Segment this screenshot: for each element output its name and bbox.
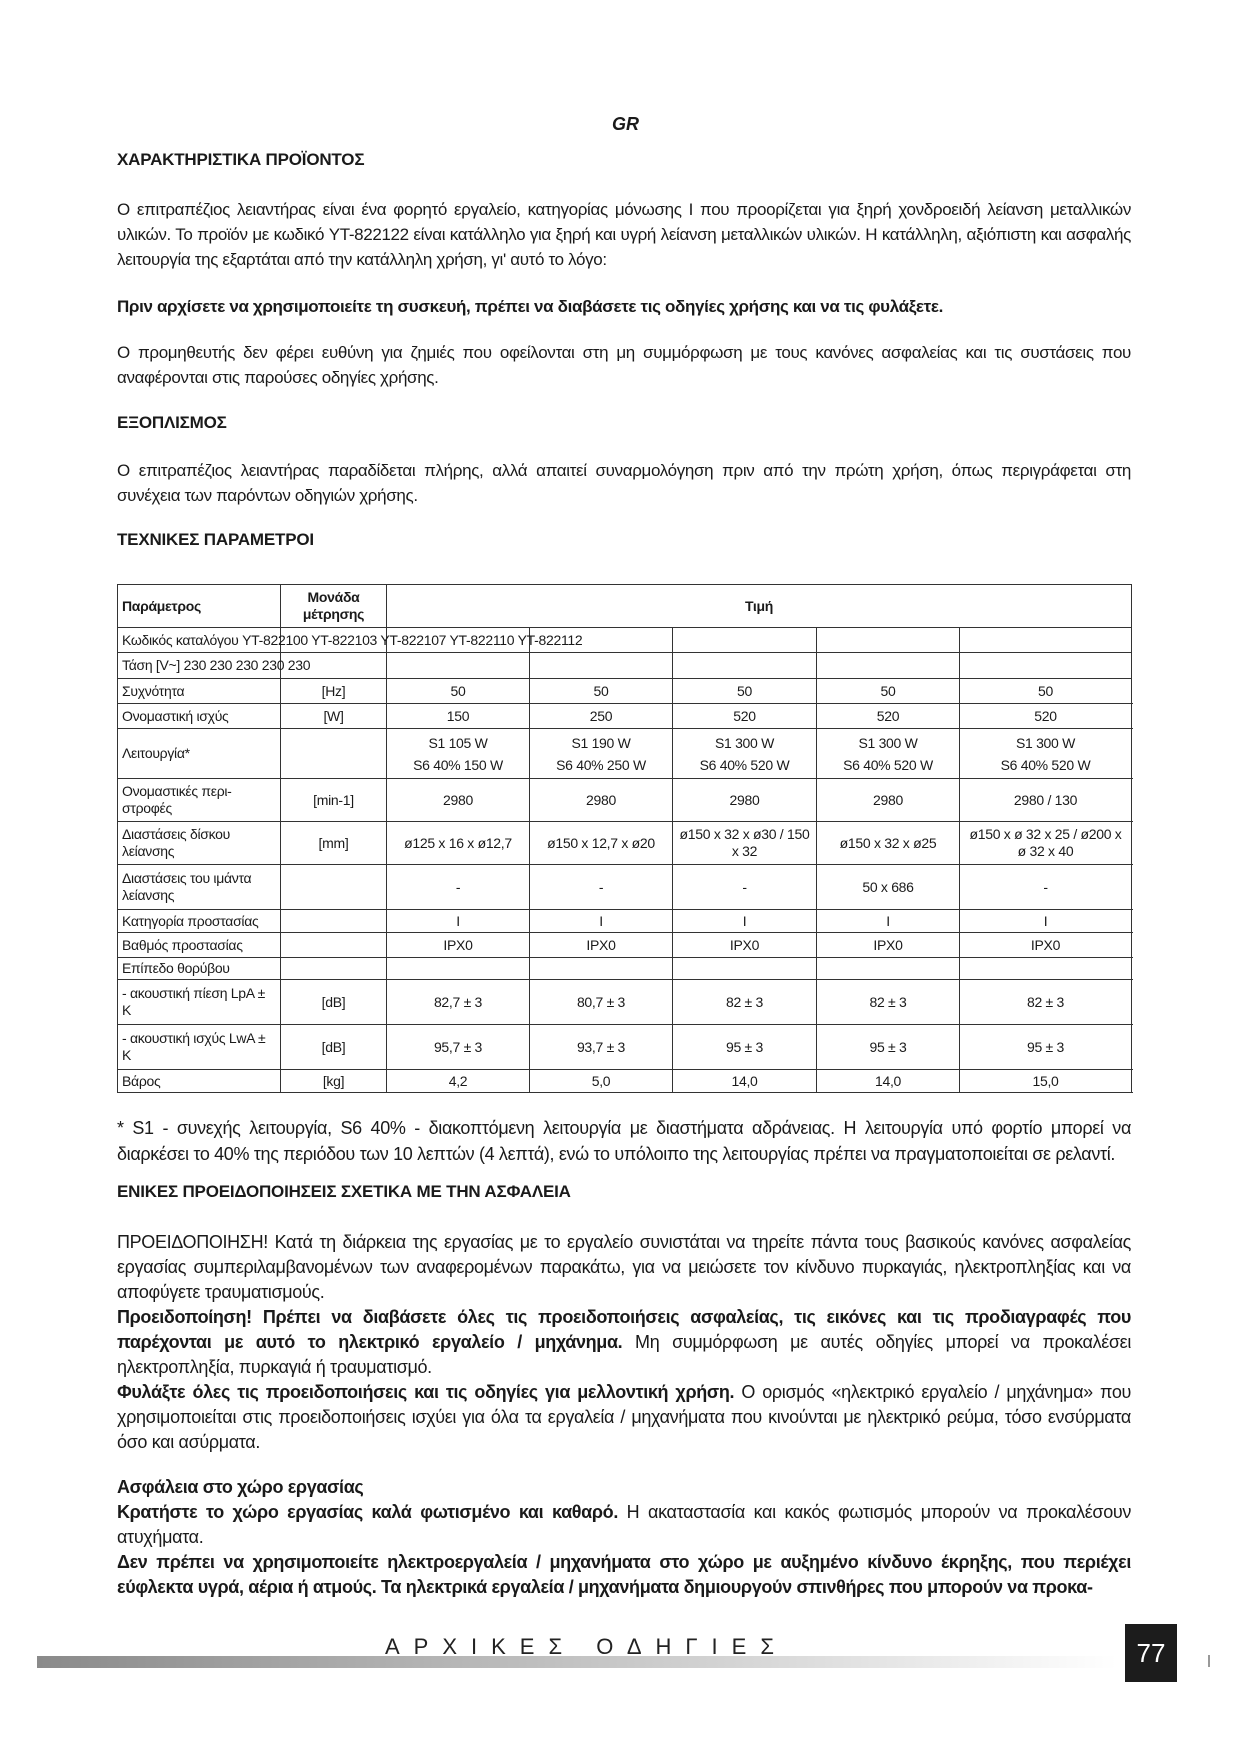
value-cell: 2980 bbox=[387, 779, 530, 822]
value-cell bbox=[387, 958, 530, 980]
catalog-row-text: Κωδικός καταλόγου YT-822100 YT-822103 YT-822107 YT-822110 YT-822112 bbox=[118, 628, 281, 653]
param-cell: Βαθμός προστασίας bbox=[118, 933, 281, 958]
value-cell: ø150 x 32 x ø30 / 150 x 32 bbox=[673, 822, 817, 865]
unit-cell bbox=[281, 729, 387, 779]
param-cell: - ακουστική πίεση LpA ± K bbox=[118, 980, 281, 1025]
value-cell: 82 ± 3 bbox=[960, 980, 1132, 1025]
value-line: S6 40% 520 W bbox=[1000, 756, 1091, 773]
text: Η ακαταστασία και κακός φωτισμός μπορούν να προκαλέσουν ατυχήματα. bbox=[117, 1502, 1131, 1547]
table-row bbox=[118, 980, 1132, 1025]
param-cell: Βάρος bbox=[118, 1070, 281, 1093]
table-row bbox=[118, 1025, 1132, 1070]
table-row bbox=[118, 933, 1132, 958]
value-cell: - bbox=[530, 865, 673, 910]
heading-technical: ΤΕΧΝΙΚΕΣ ΠΑΡΑΜΕΤΡΟΙ bbox=[117, 530, 314, 549]
param-cell: Διαστάσεις του ιμάντα λείανσης bbox=[118, 865, 281, 910]
value-cell: ø150 x 12,7 x ø20 bbox=[530, 822, 673, 865]
value-cell: 520 bbox=[673, 704, 817, 729]
paragraph bbox=[117, 1500, 1131, 1550]
voltage-row-text: Τάση [V~] 230 230 230 230 230 bbox=[118, 653, 281, 679]
value-cell bbox=[960, 958, 1132, 980]
value-cell: 150 bbox=[387, 704, 530, 729]
value-cell: ø150 x 32 x ø25 bbox=[817, 822, 960, 865]
language-code: GR bbox=[612, 114, 639, 134]
value-cell bbox=[960, 729, 1132, 779]
param-cell: Ονομαστικές περι-στροφές bbox=[118, 779, 281, 822]
value-cell: 2980 bbox=[530, 779, 673, 822]
table-row bbox=[118, 779, 1132, 822]
value-cell: 2980 / 130 bbox=[960, 779, 1132, 822]
value-cell bbox=[817, 729, 960, 779]
value-cell: 14,0 bbox=[673, 1070, 817, 1093]
value-cell bbox=[387, 729, 530, 779]
bold-text: Κρατήστε το χώρο εργασίας καλά φωτισμένο και καθαρό. bbox=[117, 1502, 618, 1522]
value-line: S6 40% 520 W bbox=[843, 756, 933, 773]
value-cell: - bbox=[387, 865, 530, 910]
paragraph bbox=[117, 1380, 1131, 1455]
value-cell: I bbox=[960, 910, 1132, 933]
value-cell: 95,7 ± 3 bbox=[387, 1025, 530, 1070]
value-cell: 82 ± 3 bbox=[817, 980, 960, 1025]
value-line: S1 105 W bbox=[428, 734, 488, 751]
value-cell bbox=[530, 958, 673, 980]
value-cell bbox=[817, 958, 960, 980]
page-number: 77 bbox=[1125, 1624, 1177, 1682]
unit-cell bbox=[281, 958, 387, 980]
param-cell: - ακουστική ισχύς LwA ± K bbox=[118, 1025, 281, 1070]
sub-heading: Ασφάλεια στο χώρο εργασίας bbox=[117, 1477, 364, 1497]
value-cell: IPX0 bbox=[530, 933, 673, 958]
value-cell: 93,7 ± 3 bbox=[530, 1025, 673, 1070]
value-cell: I bbox=[387, 910, 530, 933]
value-cell: 2980 bbox=[673, 779, 817, 822]
value-line: S1 190 W bbox=[571, 734, 631, 751]
footnote: * S1 - συνεχής λειτουργία, S6 40% - διακοπτόμενη λειτουργία με διαστήματα αδράνειας. Η λειτουργία υπό φορτίο μπορεί να διαρκέσει το 40% της περιόδου των 10 λεπτών (4 λεπτά), ενώ το υπόλοιπο της λειτουργίας πρέπει να πραγματοποιείται σε ρελαντί. bbox=[117, 1118, 1131, 1164]
value-cell: I bbox=[673, 910, 817, 933]
value-cell: 50 bbox=[960, 679, 1132, 704]
value-cell: ø125 x 16 x ø12,7 bbox=[387, 822, 530, 865]
value-line: S1 300 W bbox=[1015, 734, 1076, 751]
table-row bbox=[118, 679, 1132, 704]
value-cell: 80,7 ± 3 bbox=[530, 980, 673, 1025]
equipment-text: Ο επιτραπέζιος λειαντήρας παραδίδεται πλήρης, αλλά απαιτεί συναρμολόγηση πριν από την πρώτη χρήση, όπως περιγράφεται στη συνέχεια των παρόντων οδηγιών χρήσης. bbox=[117, 461, 1131, 505]
value-cell: 15,0 bbox=[960, 1070, 1132, 1093]
footer-title: ΑΡΧΙΚΕΣ ΟΔΗΓΙΕΣ bbox=[385, 1634, 788, 1659]
value-cell: 520 bbox=[817, 704, 960, 729]
edge-mark bbox=[1208, 1655, 1210, 1667]
value-cell bbox=[673, 729, 817, 779]
param-cell: Λειτουργία* bbox=[118, 729, 281, 779]
value-cell: 50 x 686 bbox=[817, 865, 960, 910]
value-cell: 250 bbox=[530, 704, 673, 729]
table-row bbox=[118, 822, 1132, 865]
unit-cell: [Hz] bbox=[281, 679, 387, 704]
value-cell: 82 ± 3 bbox=[673, 980, 817, 1025]
value-cell: 520 bbox=[960, 704, 1132, 729]
bold-text: Φυλάξτε όλες τις προειδοποιήσεις και τις οδηγίες για μελλοντική χρήση. bbox=[117, 1382, 735, 1402]
unit-cell: [dB] bbox=[281, 980, 387, 1025]
value-cell: IPX0 bbox=[960, 933, 1132, 958]
unit-cell: [kg] bbox=[281, 1070, 387, 1093]
header-value: Τιμή bbox=[387, 585, 1132, 628]
value-cell: ø150 x ø 32 x 25 / ø200 x ø 32 x 40 bbox=[960, 822, 1132, 865]
text: Ο ορισμός «ηλεκτρικό εργαλείο / μηχάνημα» που χρησιμοποιείται στις προειδοποιήσεις ισχύει για όλα τα εργαλεία / μηχανήματα που κινούνται με ηλεκτρικό ρεύμα, τόσο ενσύρματα όσο και ασύρματα. bbox=[117, 1382, 1131, 1452]
value-cell: 2980 bbox=[817, 779, 960, 822]
value-cell: I bbox=[817, 910, 960, 933]
value-line: S6 40% 520 W bbox=[699, 756, 790, 773]
value-cell: IPX0 bbox=[673, 933, 817, 958]
value-cell bbox=[673, 958, 817, 980]
heading-equipment: ΕΞΟΠΛΙΣΜΟΣ bbox=[117, 413, 227, 432]
value-cell: I bbox=[530, 910, 673, 933]
value-cell: IPX0 bbox=[817, 933, 960, 958]
unit-cell: [W] bbox=[281, 704, 387, 729]
bold-text: Προειδοποίηση! Πρέπει να διαβάσετε όλες τις προειδοποιήσεις ασφαλείας, τις εικόνες και τις προδιαγραφές που παρέχονται με αυτό το ηλεκτρικό εργαλείο / μηχάνημα. bbox=[117, 1307, 1131, 1352]
unit-cell: [dB] bbox=[281, 1025, 387, 1070]
value-cell: 82,7 ± 3 bbox=[387, 980, 530, 1025]
paragraph: Ο επιτραπέζιος λειαντήρας είναι ένα φορητό εργαλείο, κατηγορίας μόνωσης I που προορίζεται για ξηρή χονδροειδή λείανση μεταλλικών υλικών. Το προϊόν με κωδικό YT-822122 είναι κατάλληλο για ξηρή και υγρή λείανση μεταλλικών υλικών. Η κατάλληλη, αξιόπιστη και ασφαλής λειτουργία της εξαρτάται από την κατάλληλη χρήση, γι' αυτό το λόγο: bbox=[117, 200, 1131, 269]
value-cell: 50 bbox=[530, 679, 673, 704]
paragraph-bold: Δεν πρέπει να χρησιμοποιείτε ηλεκτροεργαλεία / μηχανήματα στο χώρο με αυξημένο κίνδυνο έκρηξης, που περιέχει εύφλεκτα υγρά, αέρια ή ατμούς. Τα ηλεκτρικά εργαλεία / μηχανήματα δημιουργούν σπινθήρες που μπορούν να προκα- bbox=[117, 1552, 1131, 1597]
table-row bbox=[118, 729, 1132, 779]
value-cell: - bbox=[960, 865, 1132, 910]
table-row bbox=[118, 1070, 1132, 1093]
value-line: S1 300 W bbox=[714, 734, 775, 751]
value-cell: 95 ± 3 bbox=[817, 1025, 960, 1070]
value-cell: 14,0 bbox=[817, 1070, 960, 1093]
value-cell: 50 bbox=[817, 679, 960, 704]
header-unit: Μονάδα μέτρησης bbox=[281, 585, 387, 628]
product-features-text bbox=[117, 197, 1131, 390]
param-cell: Διαστάσεις δίσκου λείανσης bbox=[118, 822, 281, 865]
param-cell: Κατηγορία προστασίας bbox=[118, 910, 281, 933]
value-cell: 50 bbox=[387, 679, 530, 704]
paragraph-bold: Πριν αρχίσετε να χρησιμοποιείτε τη συσκευή, πρέπει να διαβάσετε τις οδηγίες χρήσης και να τις φυλάξετε. bbox=[117, 297, 943, 316]
value-cell: 50 bbox=[673, 679, 817, 704]
value-cell: 95 ± 3 bbox=[960, 1025, 1132, 1070]
value-cell: 4,2 bbox=[387, 1070, 530, 1093]
header-parameter: Παράμετρος bbox=[118, 585, 281, 628]
value-line: S6 40% 150 W bbox=[413, 756, 503, 773]
unit-cell: [mm] bbox=[281, 822, 387, 865]
technical-parameters-table bbox=[117, 584, 1132, 1093]
value-cell: IPX0 bbox=[387, 933, 530, 958]
value-cell bbox=[530, 729, 673, 779]
value-cell: 95 ± 3 bbox=[673, 1025, 817, 1070]
param-cell: Συχνότητα bbox=[118, 679, 281, 704]
paragraph: ΠΡΟΕΙΔΟΠΟΙΗΣΗ! Κατά τη διάρκεια της εργασίας με το εργαλείο συνιστάται να τηρείτε πάντα τους βασικούς κανόνες ασφαλείας εργασίας συμπεριλαμβανομένων των αναφερομένων παρακάτω, για να μειώσετε τον κίνδυνο πυρκαγιάς, ηλεκτροπληξίας και να αποφύγετε τραυματισμούς. bbox=[117, 1232, 1131, 1302]
paragraph bbox=[117, 1305, 1131, 1380]
table-row bbox=[118, 704, 1132, 729]
value-line: S6 40% 250 W bbox=[556, 756, 646, 773]
unit-cell bbox=[281, 910, 387, 933]
heading-product-features: ΧΑΡΑΚΤΗΡΙΣΤΙΚΑ ΠΡΟΪΟΝΤΟΣ bbox=[117, 150, 365, 169]
table-row bbox=[118, 958, 1132, 980]
paragraph: Ο προμηθευτής δεν φέρει ευθύνη για ζημιές που οφείλονται στη μη συμμόρφωση με τους κανόνες ασφαλείας και τις συστάσεις που αναφέρονται στις παρούσες οδηγίες χρήσης. bbox=[117, 343, 1131, 387]
heading-safety: ΕΝΙΚΕΣ ΠΡΟΕΙΔΟΠΟΙΗΣΕΙΣ ΣΧΕΤΙΚΑ ΜΕ ΤΗΝ ΑΣΦΑΛΕΙΑ bbox=[117, 1182, 571, 1201]
value-cell: - bbox=[673, 865, 817, 910]
unit-cell: [min-1] bbox=[281, 779, 387, 822]
safety-text bbox=[117, 1230, 1131, 1600]
table-row bbox=[118, 910, 1132, 933]
text: Μη συμμόρφωση με αυτές οδηγίες μπορεί να προκαλέσει ηλεκτροπληξία, πυρκαγιά ή τραυματισμό. bbox=[117, 1332, 1132, 1377]
param-cell: Ονομαστική ισχύς bbox=[118, 704, 281, 729]
value-line: S1 300 W bbox=[858, 734, 918, 751]
value-cell: 5,0 bbox=[530, 1070, 673, 1093]
unit-cell bbox=[281, 933, 387, 958]
unit-cell bbox=[281, 865, 387, 910]
param-cell: Επίπεδο θορύβου bbox=[118, 958, 281, 980]
table-row bbox=[118, 865, 1132, 910]
